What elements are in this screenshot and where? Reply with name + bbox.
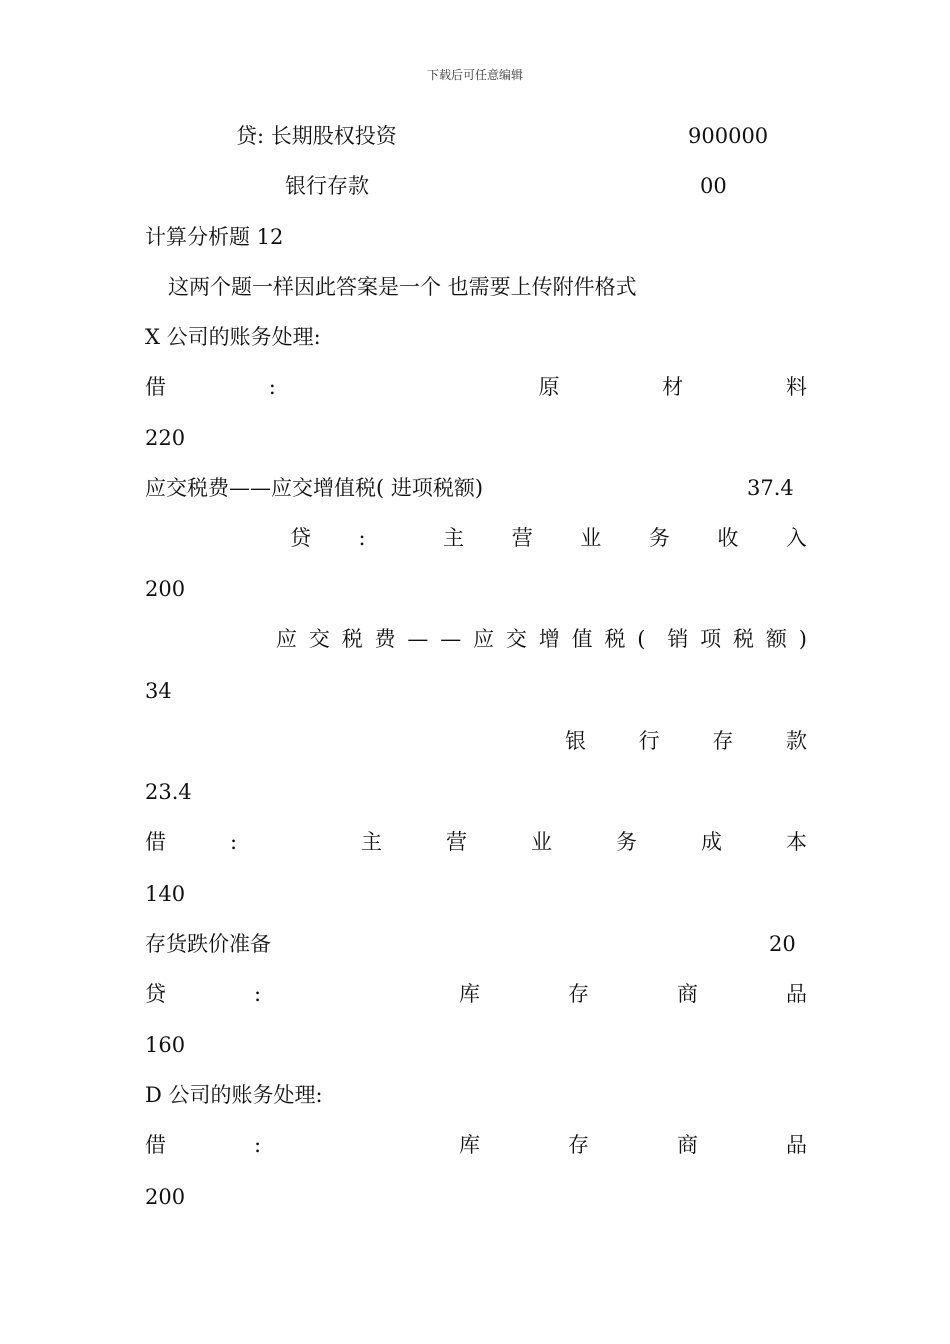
text-char: 行 (638, 729, 660, 753)
text-char: 料 (785, 375, 807, 399)
text-char: 借 (145, 375, 166, 399)
line-input-vat: 应交税费——应交增值税( 进项税额) (145, 476, 484, 500)
text-char: ) (798, 627, 807, 651)
text-char: 交 (505, 627, 527, 651)
line-bank-deposit: 银行存款 (285, 174, 369, 198)
text-char: : (229, 830, 238, 854)
text-char: 商 (677, 1133, 699, 1157)
text-char: 业 (531, 830, 553, 854)
text-char: 品 (786, 982, 807, 1006)
text-char: 交 (308, 627, 330, 651)
text-char: 主 (361, 830, 383, 854)
text-char: 营 (446, 830, 468, 854)
text-char: : (268, 375, 276, 399)
text-char: : (253, 982, 262, 1006)
text-char: 税 (604, 627, 626, 651)
text-char: 税 (733, 627, 755, 651)
company-x-heading: X 公司的账务处理: (145, 325, 321, 349)
text-char: : (253, 1133, 262, 1157)
amount-inventory-debit: 200 (145, 1185, 186, 1209)
text-char: 务 (648, 526, 670, 550)
text-char: : (358, 526, 366, 550)
text-char: 项 (700, 627, 722, 651)
amount-inventory-impairment: 20 (769, 932, 796, 956)
text-char: 应 (276, 627, 297, 651)
credit-line-equity-investment: 贷: 长期股权投资 (236, 124, 397, 148)
page-header: 下载后可任意编辑 (426, 68, 523, 82)
text-char: 借 (145, 1133, 166, 1157)
text-char: 务 (616, 830, 637, 854)
company-d-heading: D 公司的账务处理: (145, 1083, 323, 1107)
debit-raw-materials-line (145, 373, 807, 401)
text-char: — (407, 627, 429, 651)
amount-main-cost: 140 (145, 882, 186, 906)
text-char: 主 (443, 526, 465, 550)
text-char: 业 (580, 526, 602, 550)
text-char: 存 (568, 1133, 590, 1157)
text-char: 存 (712, 729, 734, 753)
text-char: 营 (511, 526, 533, 550)
amount-raw-materials: 220 (145, 426, 186, 450)
text-char: 贷 (145, 982, 166, 1006)
text-char: 款 (785, 729, 807, 753)
amount-output-vat: 34 (145, 679, 172, 703)
text-char: — (440, 627, 462, 651)
text-char: 增 (538, 627, 560, 651)
amount-input-vat: 37.4 (747, 476, 794, 500)
amount-bank-deposit-credit: 23.4 (145, 780, 192, 804)
text-char: 收 (717, 526, 739, 550)
section-title: 计算分析题 12 (145, 225, 284, 249)
line-bank-deposit-credit (565, 727, 807, 755)
text-char: 存 (568, 982, 590, 1006)
text-char: 库 (459, 982, 481, 1006)
line-output-vat (276, 625, 807, 653)
text-char: ( (637, 627, 646, 651)
text-char: 额 (765, 627, 787, 651)
text-char: 税 (341, 627, 363, 651)
text-char: 值 (571, 627, 593, 651)
amount-bank-deposit: 00 (700, 174, 727, 198)
text-char: 借 (145, 830, 166, 854)
text-char: 原 (538, 375, 560, 399)
text-char: 成 (700, 830, 722, 854)
note-line: 这两个题一样因此答案是一个 也需要上传附件格式 (168, 275, 637, 299)
line-inventory-impairment: 存货跌价准备 (145, 932, 271, 956)
text-char: 银 (565, 729, 586, 753)
credit-inventory-line (145, 980, 807, 1008)
amount-inventory-credit: 160 (145, 1033, 186, 1057)
debit-inventory-line (145, 1131, 807, 1159)
debit-main-cost-line (145, 828, 807, 856)
text-char: 品 (786, 1133, 807, 1157)
credit-main-revenue-line (290, 524, 807, 552)
text-char: 材 (662, 375, 684, 399)
text-char: 销 (667, 627, 689, 651)
text-char: 贷 (290, 526, 311, 550)
text-char: 应 (473, 627, 495, 651)
text-char: 费 (374, 627, 396, 651)
amount-main-revenue: 200 (145, 577, 186, 601)
text-char: 库 (459, 1133, 481, 1157)
amount-equity-investment: 900000 (688, 124, 769, 148)
text-char: 本 (785, 830, 807, 854)
text-char: 入 (785, 526, 807, 550)
text-char: 商 (677, 982, 699, 1006)
